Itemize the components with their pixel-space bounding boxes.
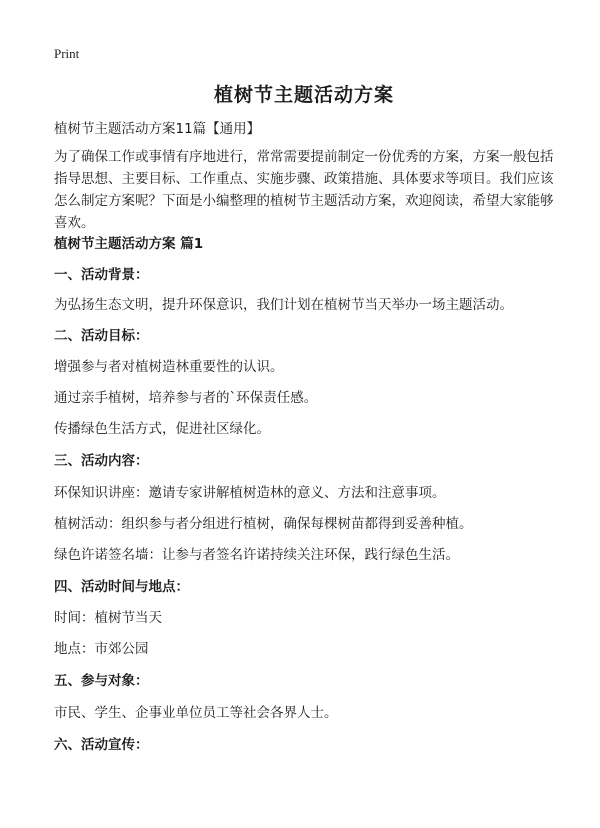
content-item-3: 绿色许诺签名墙：让参与者签名许诺持续关注环保，践行绿色生活。 [54, 547, 459, 563]
heading-publicity: 六、活动宣传： [54, 737, 149, 753]
goal-item-2: 通过亲手植树，培养参与者的`环保责任感。 [54, 390, 318, 406]
audience-line: 市民、学生、企事业单位员工等社会各界人士。 [54, 705, 338, 721]
print-label[interactable]: Print [54, 46, 80, 61]
document-title: 植树节主题活动方案 [213, 84, 394, 106]
document-subtitle: 植树节主题活动方案11篇【通用】 [54, 121, 261, 137]
heading-background: 一、活动背景： [54, 267, 149, 283]
heading-goals: 二、活动目标： [54, 328, 149, 344]
section-title: 植树节主题活动方案 篇1 [54, 236, 204, 252]
paragraph-background: 为弘扬生态文明，提升环保意识，我们计划在植树节当天举办一场主题活动。 [54, 297, 513, 313]
content-item-1: 环保知识讲座：邀请专家讲解植树造林的意义、方法和注意事项。 [54, 485, 446, 501]
time-line: 时间：植树节当天 [54, 610, 162, 626]
content-item-2: 植树活动：组织参与者分组进行植树，确保每棵树苗都得到妥善种植。 [54, 516, 473, 532]
heading-audience: 五、参与对象： [54, 673, 149, 689]
heading-time-place: 四、活动时间与地点： [54, 579, 189, 595]
intro-paragraph: 为了确保工作或事情有序地进行，常常需要提前制定一份优秀的方案，方案一般包括指导思想、主要目标、工作重点、实施步骤、政策措施、具体要求等项目。我们应该怎么制定方案呢？下面是小编整理的植树节主题活动方案，欢迎阅读，希望大家能够喜欢。 [54, 149, 554, 231]
place-line: 地点：市郊公园 [54, 641, 149, 657]
goal-item-3: 传播绿色生活方式，促进社区绿化。 [54, 421, 270, 437]
heading-content: 三、活动内容： [54, 453, 149, 469]
goal-item-1: 增强参与者对植树造林重要性的认识。 [54, 359, 284, 375]
